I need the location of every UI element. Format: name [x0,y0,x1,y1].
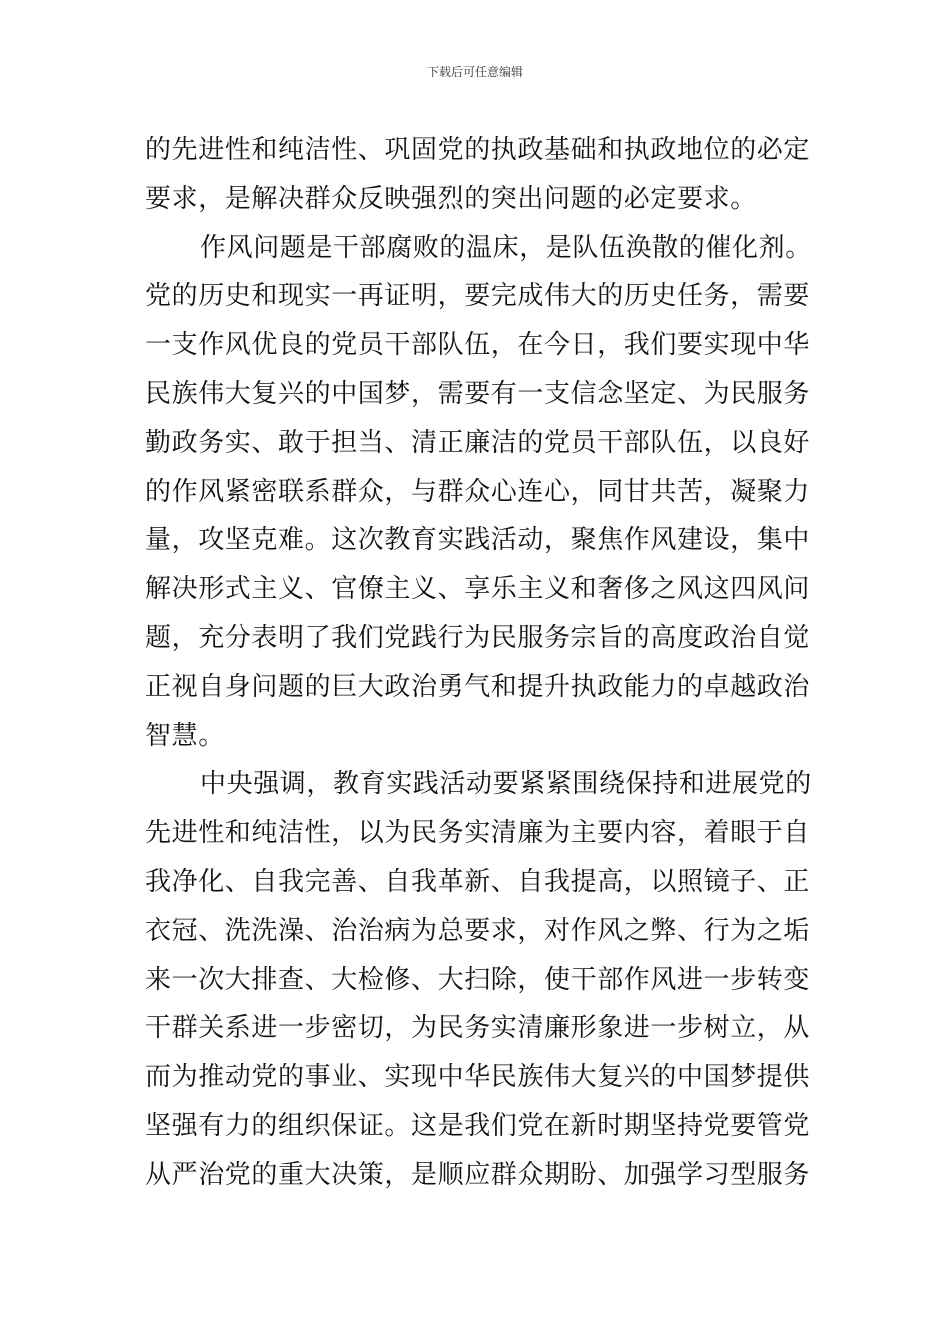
text-line: 坚强有力的组织保证。这是我们党在新时期坚持党要管党 [145,1110,811,1141]
text-line: 要求，是解决群众反映强烈的突出问题的必定要求。 [145,183,757,214]
text-line: 题，充分表明了我们党践行为民服务宗旨的高度政治自觉 [145,622,811,653]
text-line: 智慧。 [145,720,225,751]
document-body [145,126,810,1200]
text-line: 量，攻坚克难。这次教育实践活动，聚焦作风建设，集中 [145,525,811,556]
text-line: 正视自身问题的巨大政治勇气和提升执政能力的卓越政治 [145,671,811,702]
text-line: 先进性和纯洁性，以为民务实清廉为主要内容，着眼于自 [145,818,811,849]
text-line: 一支作风优良的党员干部队伍，在今日，我们要实现中华 [145,330,811,361]
text-line: 从严治党的重大决策，是顺应群众期盼、加强学习型服务 [145,1159,811,1190]
text-line: 来一次大排查、大检修、大扫除，使干部作风进一步转变 [145,964,811,995]
text-line: 中央强调，教育实践活动要紧紧围绕保持和进展党的 [200,769,812,800]
text-line: 的作风紧密联系群众，与群众心连心，同甘共苦，凝聚力 [145,476,811,507]
page-header: 下载后可任意编辑 [426,65,523,79]
text-line: 解决形式主义、官僚主义、享乐主义和奢侈之风这四风问 [145,574,811,605]
text-line: 而为推动党的事业、实现中华民族伟大复兴的中国梦提供 [145,1062,811,1093]
text-line: 党的历史和现实一再证明，要完成伟大的历史任务，需要 [145,281,811,312]
text-line: 我净化、自我完善、自我革新、自我提高，以照镜子、正 [145,866,811,897]
text-line: 民族伟大复兴的中国梦，需要有一支信念坚定、为民服务 [145,378,811,409]
text-line: 干群关系进一步密切，为民务实清廉形象进一步树立，从 [145,1013,811,1044]
text-line: 勤政务实、敢于担当、清正廉洁的党员干部队伍，以良好 [145,427,811,458]
text-line: 的先进性和纯洁性、巩固党的执政基础和执政地位的必定 [145,135,811,165]
text-line: 作风问题是干部腐败的温床，是队伍涣散的催化剂。 [200,232,812,263]
text-line: 衣冠、洗洗澡、治治病为总要求，对作风之弊、行为之垢 [145,915,811,946]
